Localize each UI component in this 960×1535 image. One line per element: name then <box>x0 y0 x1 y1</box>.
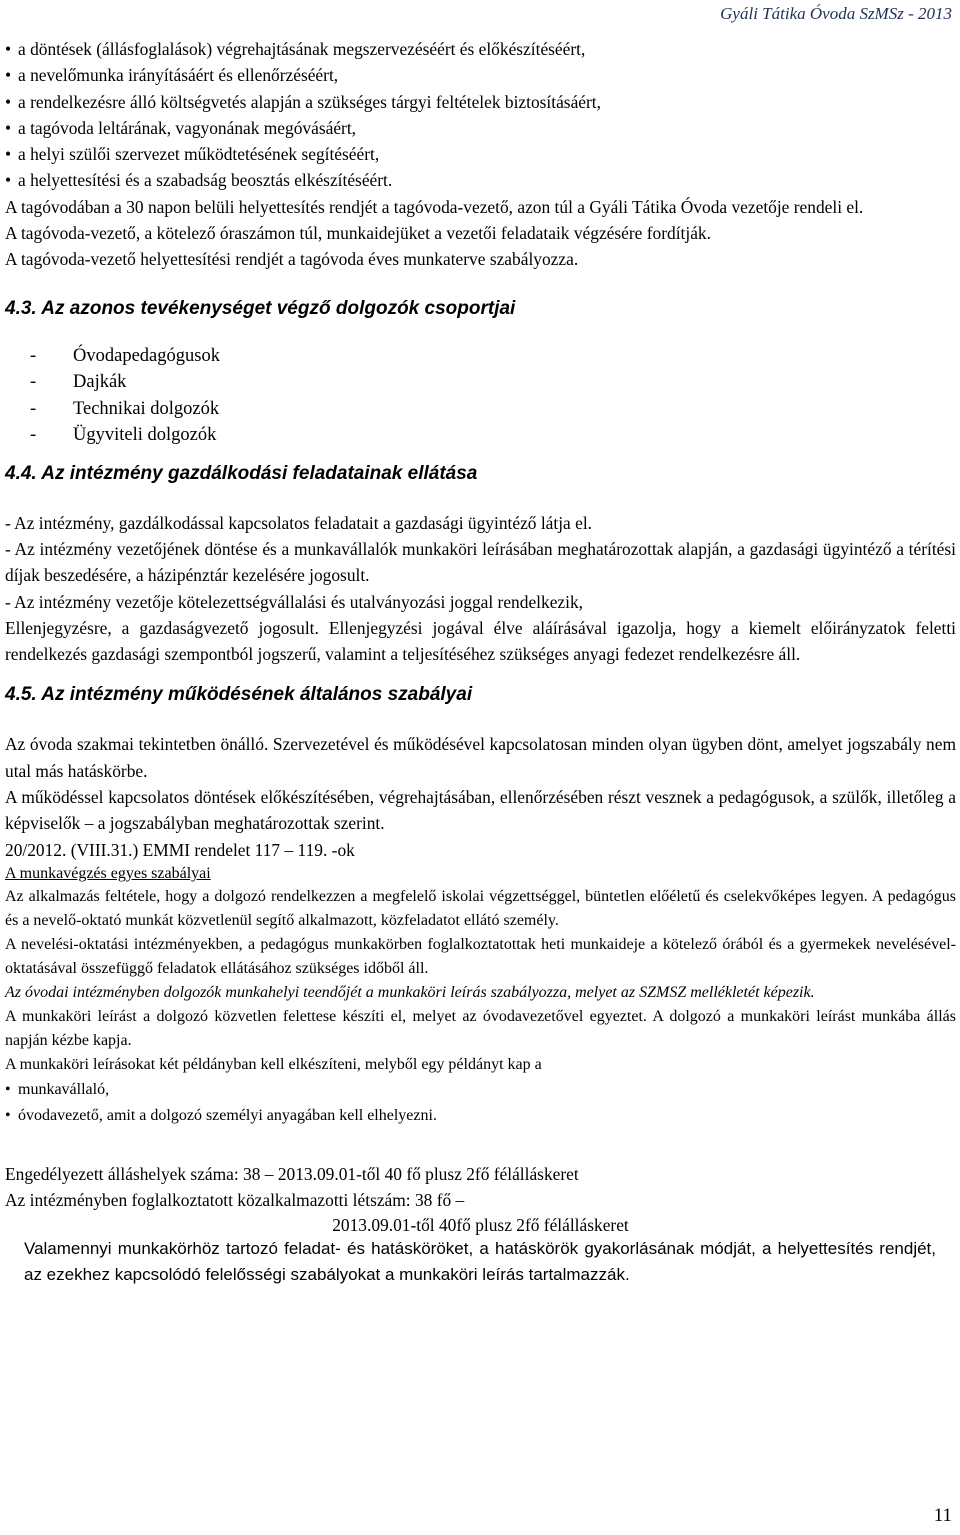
staffing-line: Engedélyezett álláshelyek száma: 38 – 2013.09.01-től 40 fő plusz 2fő félálláskeret <box>5 1163 579 1184</box>
section-heading-4-4: 4.4. Az intézmény gazdálkodási feladatainak ellátása <box>5 462 478 484</box>
page-number: 11 <box>933 1505 952 1526</box>
paragraph: A munkaköri leírást a dolgozó közvetlen felettese készíti el, melyet az óvodavezetővel egyeztet. A dolgozó a munkaköri leírást munkába állás napján kézbe kapja. <box>5 1007 956 1049</box>
copy-recipient-list <box>5 1077 956 1129</box>
paragraph: A tagóvodában a 30 napon belüli helyettesítés rendjét a tagóvoda-vezető, azon túl a Gyáli Tátika Óvoda vezetője rendeli el. <box>5 196 864 217</box>
paragraph: Az alkalmazás feltétele, hogy a dolgozó rendelkezzen a megfelelő iskolai végzettséggel, büntetlen előéletű és cselekvőképes legyen. A pedagógus és a nevelő-oktató munkát közvetlenül segítő alkalmazott, közfeladatot ellátó személy. <box>5 887 956 929</box>
list-item: • munkavállaló, <box>5 1077 956 1103</box>
paragraph: - Az intézmény, gazdálkodással kapcsolatos feladatait a gazdasági ügyintéző látja el. <box>5 512 593 533</box>
section-heading-4-5: 4.5. Az intézmény működésének általános szabályai <box>5 684 473 706</box>
paragraph: - Az intézmény vezetője kötelezettségvállalási és utalványozási joggal rendelkezik, <box>5 591 584 612</box>
list-item: • a rendelkezésre álló költségvetés alapján a szükséges tárgyi feltételek biztosításáért, <box>5 89 956 115</box>
paragraph: A tagóvoda-vezető helyettesítési rendjét a tagóvoda éves munkaterve szabályozza. <box>5 249 579 270</box>
staffing-line: Az intézményben foglalkoztatott közalkalmazotti létszám: 38 fő – <box>5 1190 465 1211</box>
running-header: Gyáli Tátika Óvoda SzMSz - 2013 <box>720 4 952 23</box>
responsibility-list <box>5 36 956 194</box>
closing-paragraph: Valamennyi munkakörhöz tartozó feladat- és hatásköröket, a hatáskörök gyakorlásának módját, a helyettesítés rendjét, az ezekhez kapcsolódó felelősségi szabályokat a munkaköri leírás tartalmazzák. <box>24 1238 936 1284</box>
list-item: • óvodavezető, amit a dolgozó személyi anyagában kell elhelyezni. <box>5 1103 956 1129</box>
section-heading-4-3: 4.3. Az azonos tevékenységet végző dolgozók csoportjai <box>5 297 516 319</box>
paragraph: Az óvoda szakmai tekintetben önálló. Szervezetével és működésével kapcsolatosan minden olyan ügyben dönt, amelyet jogszabály nem utal más hatáskörbe. <box>5 734 956 781</box>
paragraph: Az óvodai intézményben dolgozók munkahelyi teendőjét a munkaköri leírás szabályozza, melyet az SZMSZ mellékletét képezik. <box>5 983 815 1001</box>
list-item: • a tagóvoda leltárának, vagyonának megóvásáért, <box>5 115 956 141</box>
paragraph: A munkaköri leírásokat két példányban kell elkészíteni, melyből egy példányt kap a <box>5 1055 542 1073</box>
paragraph: A működéssel kapcsolatos döntések előkészítésében, végrehajtásában, ellenőrzésében részt vesznek a pedagógusok, a szülők, illetőleg a képviselők – a jogszabályban meghatározottak szerint. <box>5 787 956 834</box>
paragraph: - Az intézmény vezetőjének döntése és a munkavállalók munkaköri leírásában meghatározottak alapján, a gazdasági ügyintéző a térítési díjak beszedésére, a házipénztár kezelésére jogosult. <box>5 538 956 586</box>
list-item: - Dajkák <box>5 369 956 396</box>
list-item: • a helyi szülői szervezet működtetésének segítéséért, <box>5 141 956 167</box>
list-item: - Óvodapedagógusok <box>5 343 956 370</box>
paragraph: A tagóvoda-vezető, a kötelező óraszámon túl, munkaidejüket a vezetői feladataik végzésére fordítják. <box>5 223 711 244</box>
list-item: • a helyettesítési és a szabadság beosztás elkészítéséért. <box>5 167 956 193</box>
staffing-line: 2013.09.01-től 40fő plusz 2fő félálláskeret <box>332 1214 629 1235</box>
list-item: • a nevelőmunka irányításáért és ellenőrzéséért, <box>5 62 956 88</box>
subheading: A munkavégzés egyes szabályai <box>5 864 211 882</box>
regulation-reference: 20/2012. (VIII.31.) EMMI rendelet 117 – 119. -ok <box>5 839 355 860</box>
paragraph: A nevelési-oktatási intézményekben, a pedagógus munkakörben foglalkoztatottak heti munkaideje a kötelező órából és a gyermekek nevelésével-oktatásával összefüggő feladatok ellátásához szükséges időből áll. <box>5 935 956 977</box>
staff-group-list <box>5 343 956 449</box>
list-item: • a döntések (állásfoglalások) végrehajtásának megszervezéséért és előkészítéséért, <box>5 36 956 62</box>
paragraph: Ellenjegyzésre, a gazdaságvezető jogosult. Ellenjegyzési jogával élve aláírásával igazolja, hogy a kiemelt előirányzatok feletti rendelkezés gazdasági szempontból jogszerű, valamint a teljesítéséhez szükséges anyagi fedezet rendelkezésre áll. <box>5 617 956 665</box>
page-content <box>5 36 956 1288</box>
list-item: - Technikai dolgozók <box>5 396 956 423</box>
list-item: - Ügyviteli dolgozók <box>5 422 956 449</box>
